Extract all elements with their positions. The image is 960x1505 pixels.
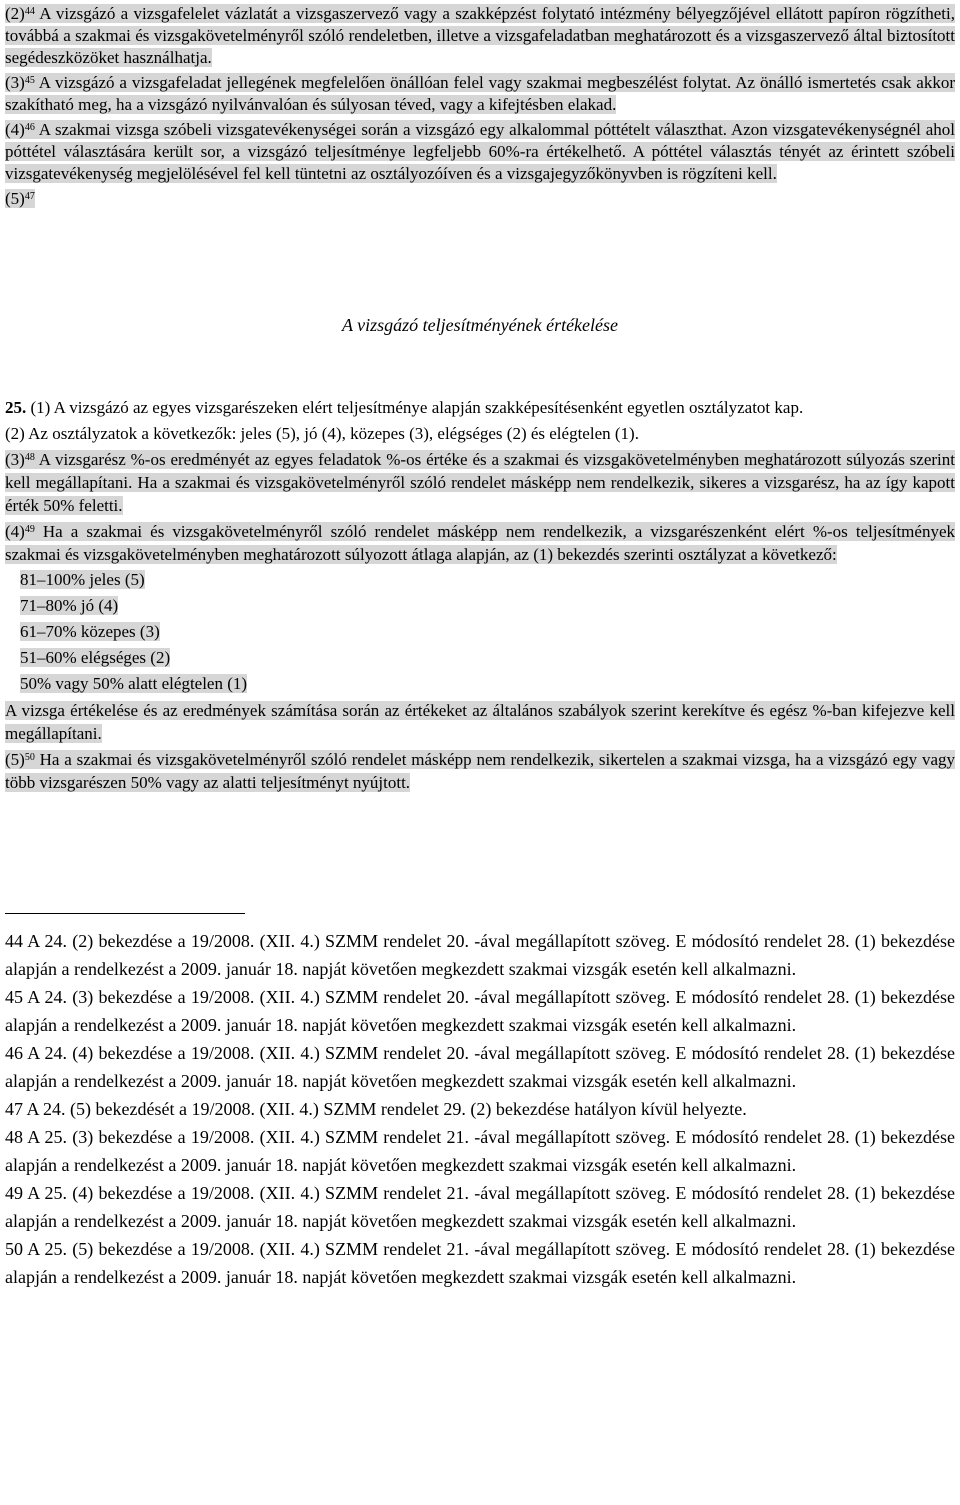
paragraph-label: (4)	[5, 522, 25, 541]
footnotes	[5, 927, 955, 1291]
grade-item: 61–70% közepes (3)	[20, 622, 160, 641]
footnote-50: 50 A 25. (5) bekezdése a 19/2008. (XII. 4.) SZMM rendelet 21. -ával megállapított szöveg. E módosító rendelet 28. (1) bekezdése alapján a rendelkezést a 2009. január 18. napját követően megkezdett szakmai vizsgák esetén kell alkalmazni.	[5, 1239, 955, 1287]
section-25	[5, 393, 955, 794]
paragraph-25-2	[5, 419, 955, 445]
footnote-ref[interactable]: 49	[24, 524, 35, 535]
paragraph-text: A vizsgázó a vizsgafeladat jellegének megfelelően önállóan felel vagy szakmai megbeszélést folytat. Az önálló ismertetés csak akkor szakítható meg, ha a vizsgázó nyilvánvalóan és súlyosan téved, vagy a kifejtésben elakad.	[5, 73, 956, 114]
paragraph-25-4	[5, 517, 955, 566]
paragraph-24-2	[5, 0, 955, 69]
paragraph-text: (1) A vizsgázó az egyes vizsgarészeken elért teljesítménye alapján szakképesítésenként egyetlen osztályzatot kap.	[30, 398, 804, 417]
paragraph-24-5	[5, 188, 955, 210]
paragraph-25-3	[5, 445, 955, 517]
section-number: 25.	[5, 398, 27, 417]
footnote-ref[interactable]: 46	[24, 122, 35, 133]
paragraph-label: (3)	[5, 450, 25, 469]
footnote-46: 46 A 24. (4) bekezdése a 19/2008. (XII. 4.) SZMM rendelet 20. -ával megállapított szöveg. E módosító rendelet 28. (1) bekezdése alapján a rendelkezést a 2009. január 18. napját követően megkezdett szakmai vizsgák esetén kell alkalmazni.	[5, 1043, 955, 1091]
grade-item: 71–80% jó (4)	[20, 596, 119, 615]
footnote-ref[interactable]: 47	[24, 191, 35, 202]
grade-item: 50% vagy 50% alatt elégtelen (1)	[20, 674, 248, 693]
grade-list	[5, 566, 955, 696]
paragraph-text: A vizsga értékelése és az eredmények számítása során az értékeket az általános szabályok szerint kerekítve és egész %-ban kifejezve kell megállapítani.	[5, 701, 955, 743]
paragraph-24-3	[5, 69, 955, 116]
paragraph-text: A vizsgarész %-os eredményét az egyes feladatok %-os értéke és a szakmai és vizsgakövetelményben meghatározott súlyozás szerint kell megállapítani. Ha a szakmai és vizsgakövetelményről szóló rendelet másképp nem rendelkezik, sikeres a vizsgarész, ha az így kapott érték 50% feletti.	[5, 450, 955, 515]
paragraph-25-5	[5, 745, 955, 794]
footnote-47: 47 A 24. (5) bekezdését a 19/2008. (XII. 4.) SZMM rendelet 29. (2) bekezdése hatályon kívül helyezte.	[5, 1099, 747, 1119]
paragraph-25-4-tail	[5, 696, 955, 745]
paragraph-text: A szakmai vizsga szóbeli vizsgatevékenységei során a vizsgázó egy alkalommal póttételt választhat. Azon vizsgatevékenységnél ahol póttétel választására került sor, a vizsgázó teljesítménye legfeljebb 60%-ra értékelhető. A póttétel választás tényét az érintett szóbeli vizsgatevékenység megjelölésével fel kell tüntetni az osztályozóíven és a vizsgajegyzőkönyvben is rögzíteni kell.	[5, 120, 955, 183]
paragraph-label: (5)	[5, 189, 25, 208]
footnote-ref[interactable]: 45	[24, 75, 35, 86]
footnote-45: 45 A 24. (3) bekezdése a 19/2008. (XII. 4.) SZMM rendelet 20. -ával megállapított szöveg. E módosító rendelet 28. (1) bekezdése alapján a rendelkezést a 2009. január 18. napját követően megkezdett szakmai vizsgák esetén kell alkalmazni.	[5, 987, 955, 1035]
paragraph-24-4	[5, 116, 955, 185]
footnote-49: 49 A 25. (4) bekezdése a 19/2008. (XII. 4.) SZMM rendelet 21. -ával megállapított szöveg. E módosító rendelet 28. (1) bekezdése alapján a rendelkezést a 2009. január 18. napját követően megkezdett szakmai vizsgák esetén kell alkalmazni.	[5, 1183, 955, 1231]
footnote-ref[interactable]: 48	[24, 452, 35, 463]
paragraph-text: Ha a szakmai és vizsgakövetelményről szóló rendelet másképp nem rendelkezik, a vizsgarészenként elért %-os teljesítmények szakmai és vizsgakövetelményben meghatározott súlyozott átlaga alapján, az (1) bekezdés szerinti osztályzat a következő:	[5, 522, 955, 564]
footnote-ref[interactable]: 50	[24, 752, 35, 763]
paragraph-25-1	[5, 393, 955, 419]
grade-item: 81–100% jeles (5)	[20, 570, 145, 589]
footnote-44: 44 A 24. (2) bekezdése a 19/2008. (XII. 4.) SZMM rendelet 20. -ával megállapított szöveg. E módosító rendelet 28. (1) bekezdése alapján a rendelkezést a 2009. január 18. napját követően megkezdett szakmai vizsgák esetén kell alkalmazni.	[5, 931, 955, 979]
footnote-48: 48 A 25. (3) bekezdése a 19/2008. (XII. 4.) SZMM rendelet 21. -ával megállapított szöveg. E módosító rendelet 28. (1) bekezdése alapján a rendelkezést a 2009. január 18. napját követően megkezdett szakmai vizsgák esetén kell alkalmazni.	[5, 1127, 955, 1175]
section-heading: A vizsgázó teljesítményének értékelése	[341, 315, 619, 335]
paragraph-label: (5)	[5, 750, 25, 769]
paragraph-label: (2)	[5, 4, 25, 23]
paragraph-text: A vizsgázó a vizsgafelelet vázlatát a vizsgaszervező vagy a szakképzést folytató intézmény bélyegzőjével ellátott papíron rögzítheti, továbbá a szakmai és vizsgakövetelményről szóló rendeletben, illetve a vizsgafeladatban meghatározott és a vizsgaszervező által biztosított segédeszközöket használhatja.	[5, 4, 956, 67]
paragraph-label: (4)	[5, 120, 25, 139]
footnote-ref[interactable]: 44	[24, 6, 35, 17]
paragraph-text: Ha a szakmai és vizsgakövetelményről szóló rendelet másképp nem rendelkezik, sikertelen a szakmai vizsga, ha a vizsgázó egy vagy több vizsgarészen 50% vagy az alatti teljesítményt nyújtott.	[5, 750, 956, 792]
document-page	[5, 0, 956, 1287]
grade-item: 51–60% elégséges (2)	[20, 648, 171, 667]
footnote-divider	[5, 913, 245, 914]
paragraph-label: (3)	[5, 73, 25, 92]
paragraph-text: (2) Az osztályzatok a következők: jeles (5), jó (4), közepes (3), elégséges (2) és elégtelen (1).	[5, 424, 639, 443]
